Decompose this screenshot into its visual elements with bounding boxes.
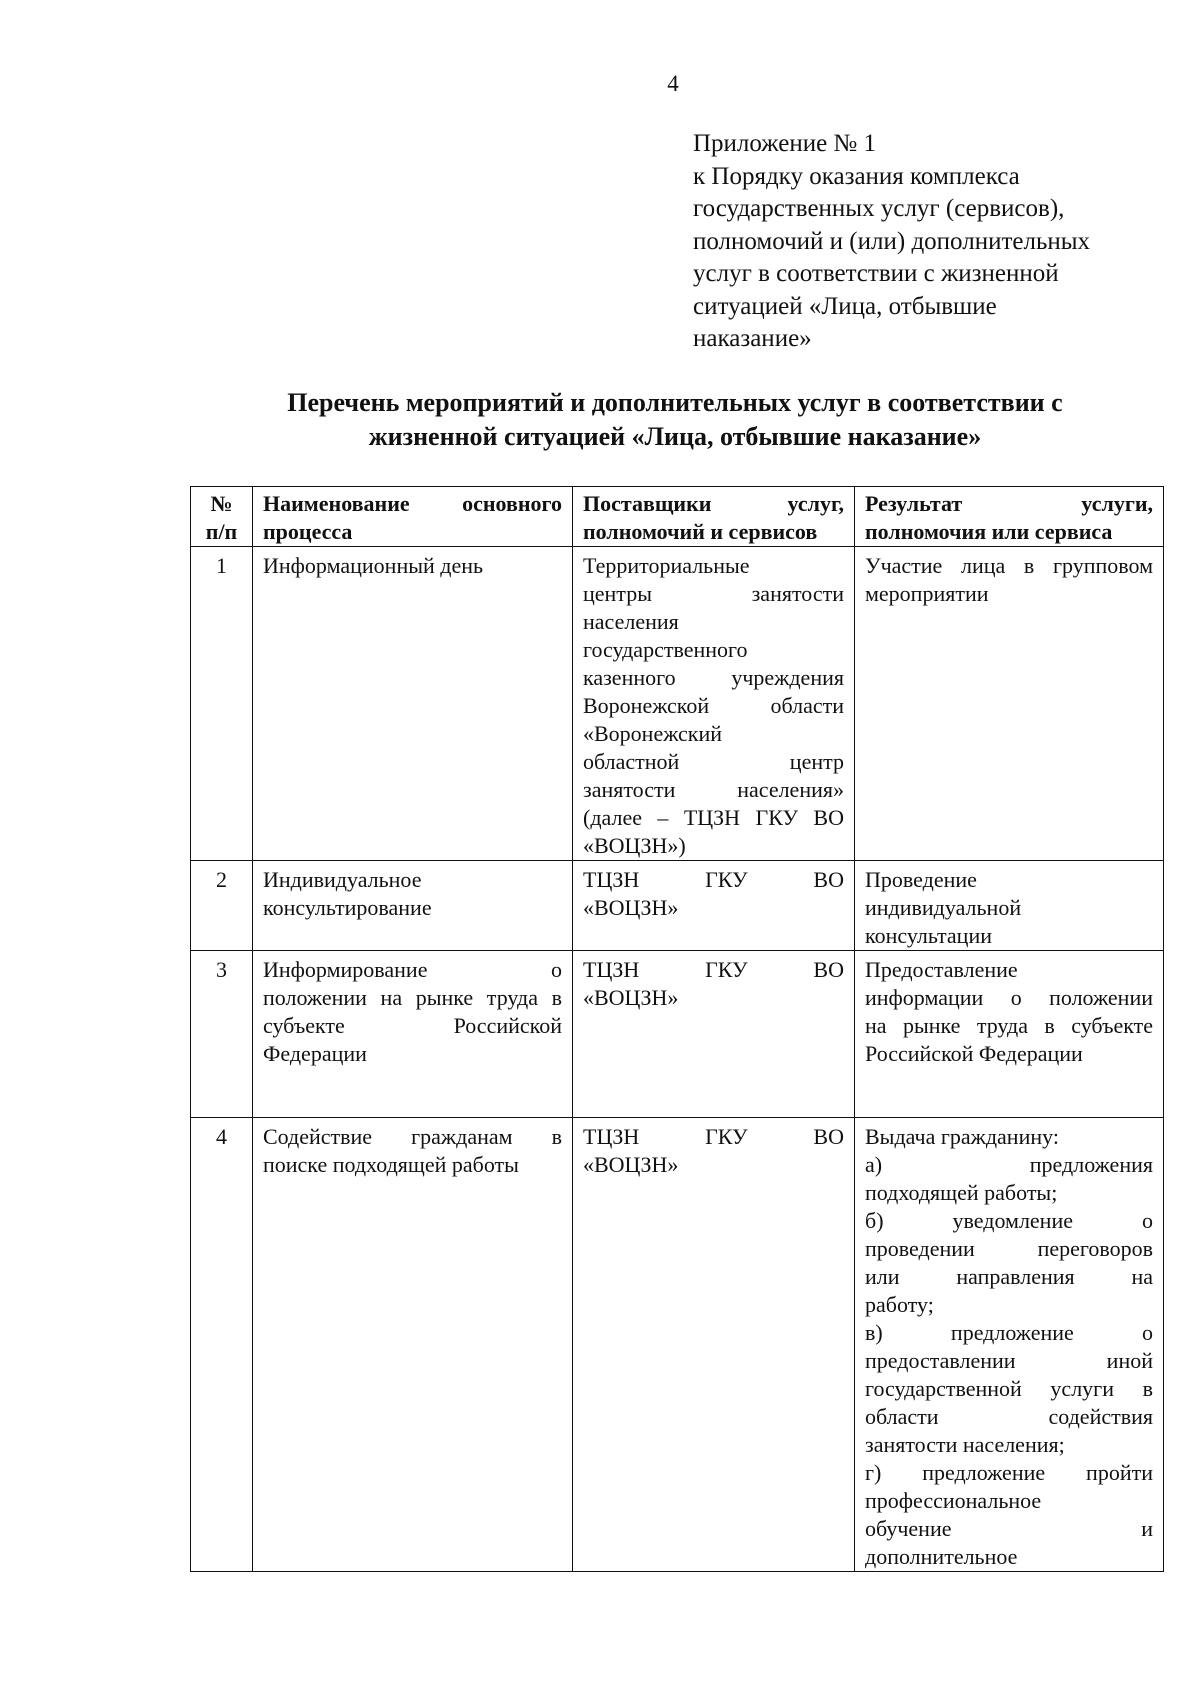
cell-line: Содействие гражданам в bbox=[263, 1124, 562, 1149]
cell-line: «ВОЦЗН») bbox=[583, 833, 686, 858]
cell-line: профессиональное bbox=[865, 1488, 1042, 1513]
appendix-line: Приложение № 1 bbox=[693, 130, 877, 157]
appendix-line: услуг в соответствии с жизненной bbox=[693, 260, 1059, 287]
row-provider bbox=[573, 861, 855, 951]
header-result bbox=[855, 487, 1164, 547]
row-provider bbox=[573, 1118, 855, 1572]
header-line: Наименование основного bbox=[263, 491, 562, 516]
cell-line: субъекте Российской bbox=[263, 1013, 562, 1038]
cell-line: Информационный день bbox=[263, 553, 484, 578]
cell-line: занятости населения» bbox=[583, 777, 844, 802]
header-line: п/п bbox=[205, 519, 238, 544]
row-provider bbox=[573, 547, 855, 861]
row-number: 3 bbox=[191, 951, 253, 1118]
cell-line: Российской Федерации bbox=[865, 1041, 1083, 1066]
cell-line: на рынке труда в субъекте bbox=[865, 1013, 1153, 1038]
cell-line: или направления на bbox=[865, 1264, 1153, 1289]
header-line: № bbox=[210, 491, 233, 516]
header-provider bbox=[573, 487, 855, 547]
cell-line: «ВОЦЗН» bbox=[583, 1152, 679, 1177]
cell-line: Воронежской области bbox=[583, 693, 844, 718]
cell-line: мероприятии bbox=[865, 581, 989, 606]
table-row bbox=[191, 861, 1164, 951]
row-result bbox=[855, 951, 1164, 1118]
page-number: 4 bbox=[667, 71, 679, 96]
row-process bbox=[253, 861, 573, 951]
cell-line: обучение и bbox=[865, 1516, 1153, 1541]
row-process bbox=[253, 1118, 573, 1572]
cell-line: Информирование о bbox=[263, 957, 562, 982]
row-result bbox=[855, 861, 1164, 951]
cell-line: положении на рынке труда в bbox=[263, 985, 562, 1010]
cell-line: областной центр bbox=[583, 749, 844, 774]
cell-line: подходящей работы; bbox=[865, 1180, 1058, 1205]
cell-line: «Воронежский bbox=[583, 721, 723, 746]
cell-line: предоставлении иной bbox=[865, 1348, 1153, 1373]
table-row bbox=[191, 547, 1164, 861]
appendix-line: к Порядку оказания комплекса bbox=[693, 162, 1020, 190]
header-line: Поставщики услуг, bbox=[583, 491, 844, 516]
header-line: полномочий и сервисов bbox=[583, 519, 818, 544]
cell-line: работу; bbox=[865, 1292, 934, 1317]
row-process bbox=[253, 951, 573, 1118]
cell-line: (далее – ТЦЗН ГКУ ВО bbox=[583, 805, 844, 830]
appendix-line: ситуацией «Лица, отбывшие bbox=[693, 292, 997, 320]
cell-line: «ВОЦЗН» bbox=[583, 985, 679, 1010]
title-line: Перечень мероприятий и дополнительных услуг в соответствии с bbox=[287, 388, 1063, 417]
table-row bbox=[191, 951, 1164, 1118]
cell-line: Федерации bbox=[263, 1041, 367, 1066]
row-process bbox=[253, 547, 573, 861]
row-number: 1 bbox=[191, 547, 253, 861]
cell-line: государственной услуги в bbox=[865, 1376, 1153, 1401]
cell-line: ТЦЗН ГКУ ВО bbox=[583, 867, 844, 892]
appendix-line: наказание» bbox=[693, 325, 812, 352]
cell-line: ТЦЗН ГКУ ВО bbox=[583, 957, 844, 982]
cell-line: г) предложение пройти bbox=[865, 1460, 1153, 1485]
header-line: Результат услуги, bbox=[865, 491, 1153, 516]
row-result bbox=[855, 547, 1164, 861]
cell-line: Территориальные bbox=[583, 553, 750, 578]
cell-line: консультации bbox=[865, 923, 992, 948]
cell-line: поиске подходящей работы bbox=[263, 1152, 519, 1177]
cell-line: населения bbox=[583, 609, 679, 634]
cell-line: Предоставление bbox=[865, 957, 1018, 982]
cell-line: информации о положении bbox=[865, 985, 1153, 1010]
header-process bbox=[253, 487, 573, 547]
cell-line: а) предложения bbox=[865, 1152, 1153, 1177]
row-provider bbox=[573, 951, 855, 1118]
process-table bbox=[190, 486, 1164, 1572]
cell-line: «ВОЦЗН» bbox=[583, 895, 679, 920]
cell-line: казенного учреждения bbox=[583, 665, 844, 690]
cell-line: индивидуальной bbox=[865, 895, 1022, 920]
appendix-line: полномочий и (или) дополнительных bbox=[693, 227, 1091, 255]
cell-line: консультирование bbox=[263, 895, 432, 920]
cell-line: проведении переговоров bbox=[865, 1236, 1153, 1261]
cell-line: б) уведомление о bbox=[865, 1208, 1153, 1233]
table-header-row bbox=[191, 487, 1164, 547]
cell-line: Выдача гражданину: bbox=[865, 1124, 1059, 1149]
document-title bbox=[190, 386, 1160, 454]
cell-line: области содействия bbox=[865, 1404, 1153, 1429]
cell-line: государственного bbox=[583, 637, 748, 662]
row-number: 2 bbox=[191, 861, 253, 951]
header-line: полномочия или сервиса bbox=[865, 519, 1113, 544]
cell-line: Индивидуальное bbox=[263, 867, 422, 892]
row-number: 4 bbox=[191, 1118, 253, 1572]
cell-line: дополнительное bbox=[865, 1544, 1018, 1569]
cell-line: занятости населения; bbox=[865, 1432, 1065, 1457]
appendix-reference bbox=[693, 128, 1163, 356]
cell-line: центры занятости bbox=[583, 581, 844, 606]
header-line: процесса bbox=[263, 519, 353, 544]
title-line: жизненной ситуацией «Лица, отбывшие наказание» bbox=[368, 422, 982, 451]
table-row bbox=[191, 1118, 1164, 1572]
cell-line: ТЦЗН ГКУ ВО bbox=[583, 1124, 844, 1149]
cell-line: в) предложение о bbox=[865, 1320, 1153, 1345]
appendix-line: государственных услуг (сервисов), bbox=[693, 195, 1065, 222]
row-result bbox=[855, 1118, 1164, 1572]
cell-line: Проведение bbox=[865, 867, 977, 892]
header-number bbox=[191, 487, 253, 547]
cell-line: Участие лица в групповом bbox=[865, 553, 1153, 578]
